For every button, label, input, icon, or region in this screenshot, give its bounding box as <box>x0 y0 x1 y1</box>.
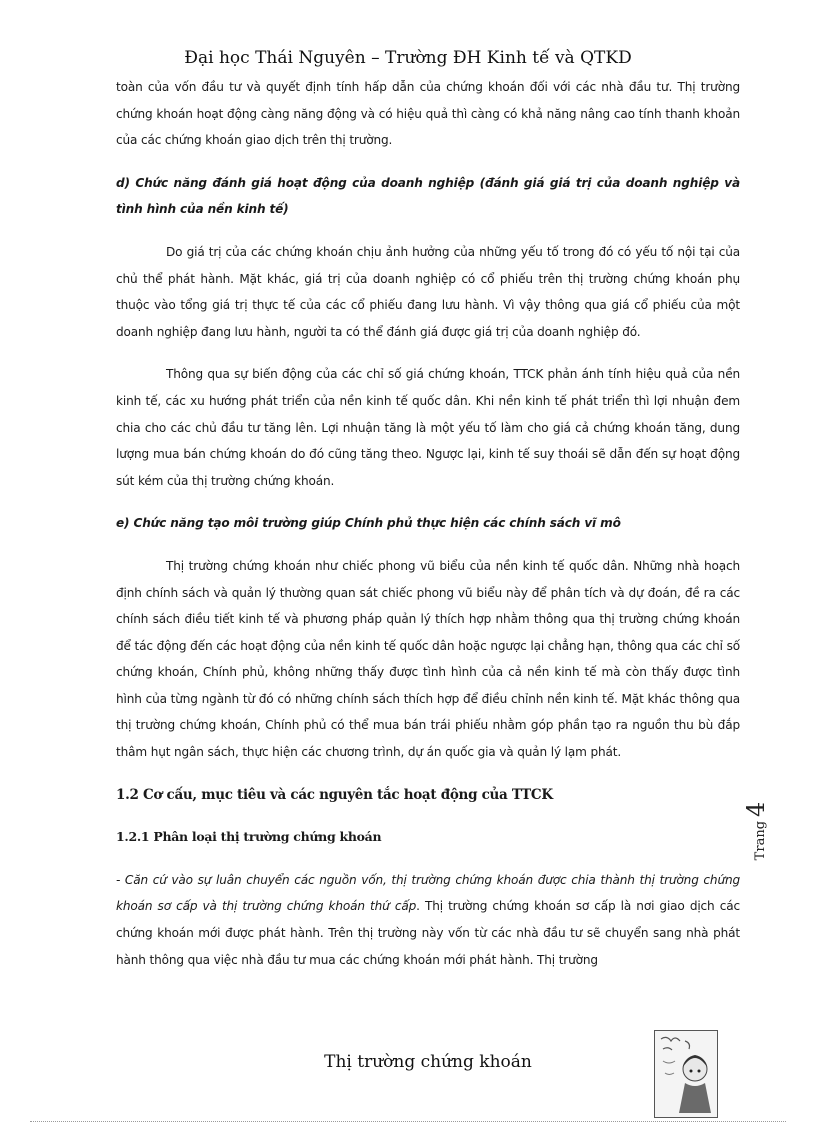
page-number-value: 4 <box>742 801 770 817</box>
heading-1-2: 1.2 Cơ cấu, mục tiêu và các nguyên tắc hoạt động của TTCK <box>116 786 553 803</box>
page-number-label: Trang <box>753 820 768 861</box>
page-footer: Thị trường chứng khoán <box>324 1052 532 1072</box>
footer-dotted-rule <box>30 1121 786 1122</box>
paragraph-market-classification <box>116 867 740 973</box>
document-body <box>116 74 740 973</box>
paragraph-barometer: Thị trường chứng khoán như chiếc phong vũ biểu của nền kinh tế quốc dân. Những nhà hoạch định chính sách và quản lý thường quan sát chiếc phong vũ biểu này để phân tích và dự đoán, đề ra các chính sách điều tiết kinh tế và phương pháp quản lý thích hợp nhằm thông qua thị trường chứng khoán để tác động đến các hoạt động của nền kinh tế quốc dân hoặc ngược lại chẳng hạn, thông qua các chỉ số chứng khoán, Chính phủ, không những thấy được tình hình của cả nền kinh tế mà còn thấy được tình hình của từng ngành từ đó có những chính sách thích hợp để điều chỉnh nền kinh tế. Mặt khác thông qua thị trường chứng khoán, Chính phủ có thể mua bán trái phiếu nhằm góp phần tạo ra nguồn thu bù đắp thâm hụt ngân sách, thực hiện các chương trình, dự án quốc gia và quản lý lạm phát. <box>116 558 740 760</box>
paragraph-continuation: toàn của vốn đầu tư và quyết định tính hấp dẫn của chứng khoán đối với các nhà đầu tư. Thị trường chứng khoán hoạt động càng năng động và có hiệu quả thì càng có khả năng nâng cao tính thanh khoản của các chứng khoán giao dịch trên thị trường. <box>116 80 740 148</box>
section-heading-e: e) Chức năng tạo môi trường giúp Chính phủ thực hiện các chính sách vĩ mô <box>116 516 621 531</box>
page-header: Đại học Thái Nguyên – Trường ĐH Kinh tế và QTKD <box>184 48 632 68</box>
footer-logo-icon <box>654 1030 718 1118</box>
paragraph-valuation: Do giá trị của các chứng khoán chịu ảnh hưởng của những yếu tố trong đó có yếu tố nội tại của chủ thể phát hành. Mặt khác, giá trị của doanh nghiệp có cổ phiếu trên thị trường chứng khoán phụ thuộc vào tổng giá trị thực tế của các cổ phiếu đang lưu hành. Vì vậy thông qua giá cổ phiếu của một doanh nghiệp đang lưu hành, người ta có thể đánh giá được giá trị của doanh nghiệp đó. <box>116 244 740 339</box>
paragraph-price-index: Thông qua sự biến động của các chỉ số giá chứng khoán, TTCK phản ánh tính hiệu quả của nền kinh tế, các xu hướng phát triển của nền kinh tế quốc dân. Khi nền kinh tế phát triển thì lợi nhuận đem chia cho các chủ đầu tư tăng lên. Lợi nhuận tăng là một yếu tố làm cho giá cả chứng khoán tăng, dung lượng mua bán chứng khoán do đó cũng tăng theo. Ngược lại, kinh tế suy thoái sẽ dẫn đến sự hoạt động sút kém của thị trường chứng khoán. <box>116 367 740 488</box>
heading-1-2-1: 1.2.1 Phân loại thị trường chứng khoán <box>116 829 382 845</box>
classification-rest: . Thị trường chứng khoán sơ cấp là nơi giao dịch các chứng khoán mới được phát hành. Trên thị trường này vốn từ các nhà đầu tư sẽ chuyển sang nhà phát hành thông qua việc nhà đầu tư mua các chứng khoán mới phát hành. Thị trường <box>116 899 740 967</box>
classification-italic-lead: - Căn cứ vào sự luân chuyển các nguồn vốn, thị trường chứng khoán được chia thành thị trường chứng khoán sơ cấp và thị trường chứng khoán thứ cấp <box>116 872 740 914</box>
section-heading-d: d) Chức năng đánh giá hoạt động của doanh nghiệp (đánh giá giá trị của doanh nghiệp và tình hình của nền kinh tế) <box>116 175 740 217</box>
page-number <box>742 796 812 876</box>
